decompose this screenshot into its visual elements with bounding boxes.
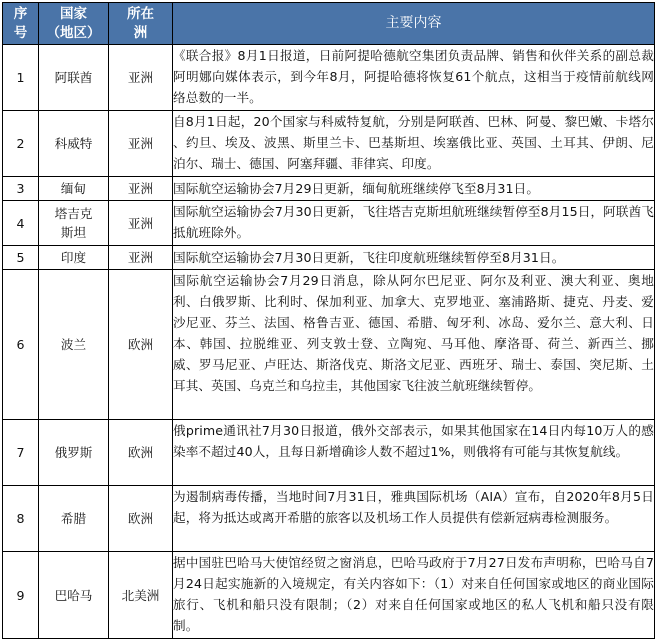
row-index: 8 <box>3 486 39 552</box>
table-row <box>3 270 655 420</box>
row-continent: 亚洲 <box>109 246 173 270</box>
row-country-line2: 斯坦 <box>60 225 87 240</box>
row-content: 国际航空运输协会7月30日更新，飞往塔吉克斯坦航班继续暂停至8月15日，阿联酋飞抵航班除外。 <box>173 201 655 246</box>
row-country: 印度 <box>39 246 109 270</box>
row-content: 国际航空运输协会7月29日更新，缅甸航班继续停飞至8月31日。 <box>173 177 655 201</box>
row-country-line1: 塔吉克 <box>54 206 93 221</box>
row-index: 1 <box>3 45 39 111</box>
table-row <box>3 201 655 246</box>
row-country: 科威特 <box>39 111 109 177</box>
row-country: 巴哈马 <box>39 552 109 639</box>
table-row <box>3 45 655 111</box>
table-row <box>3 246 655 270</box>
flight-status-table <box>2 2 655 639</box>
row-index: 7 <box>3 420 39 486</box>
row-index: 9 <box>3 552 39 639</box>
row-continent: 亚洲 <box>109 177 173 201</box>
header-index-line2: 号 <box>13 24 28 41</box>
header-row <box>3 3 655 45</box>
header-index <box>3 3 39 45</box>
row-content: 据中国驻巴哈马大使馆经贸之窗消息，巴哈马政府于7月27日发布声明称，巴哈马自7月24日起实施新的入境规定，有关内容如下：（1）对来自任何国家或地区的商业国际旅行、飞机和船只没有限制；（2）对来自任何国家或地区的私人飞机和船只没有限制。 <box>173 552 655 639</box>
row-content: 自8月1日起，20个国家与科威特复航，分别是阿联酋、巴林、阿曼、黎巴嫩、卡塔尔 、约旦、埃及、波黑、斯里兰卡、巴基斯坦、埃塞俄比亚、英国、土耳其、伊朗、尼泊尔、瑞士、德国、阿塞拜疆、菲律宾、印度。 <box>173 111 655 177</box>
row-index: 5 <box>3 246 39 270</box>
table-row <box>3 486 655 552</box>
row-continent: 欧洲 <box>109 420 173 486</box>
row-continent: 北美洲 <box>109 552 173 639</box>
row-index: 2 <box>3 111 39 177</box>
header-continent-line2: 洲 <box>133 24 148 41</box>
row-country: 俄罗斯 <box>39 420 109 486</box>
row-index: 4 <box>3 201 39 246</box>
row-content: 为遏制病毒传播，当地时间7月31日，雅典国际机场（AIA）宣布，自2020年8月5日起，将为抵达或离开希腊的旅客以及机场工作人员提供有偿新冠病毒检测服务。 <box>173 486 655 552</box>
row-continent: 欧洲 <box>109 270 173 420</box>
table-row <box>3 111 655 177</box>
row-content: 《联合报》8月1日报道，日前阿提哈德航空集团负责品牌、销售和伙伴关系的副总裁阿明娜向媒体表示，到今年8月，阿提哈德将恢复61个航点，这相当于疫情前航线网络总数的一半。 <box>173 45 655 111</box>
row-country: 希腊 <box>39 486 109 552</box>
row-continent: 欧洲 <box>109 486 173 552</box>
row-country: 缅甸 <box>39 177 109 201</box>
row-continent: 亚洲 <box>109 201 173 246</box>
table-row <box>3 420 655 486</box>
table-row <box>3 177 655 201</box>
row-content: 国际航空运输协会7月29日消息，除从阿尔巴尼亚、阿尔及利亚、澳大利亚、奥地利、白俄罗斯、比利时、保加利亚、加拿大、克罗地亚、塞浦路斯、捷克、丹麦、爱沙尼亚、芬兰、法国、格鲁吉亚、德国、希腊、匈牙利、冰岛、爱尔兰、意大利、日本、韩国、拉脱维亚、列支敦士登、立陶宛、马耳他、摩洛哥、荷兰、新西兰、挪威、罗马尼亚、卢旺达、斯洛伐克、斯洛文尼亚、西班牙、瑞士、泰国、突尼斯、土耳其、英国、乌克兰和乌拉圭，其他国家飞往波兰航班继续暂停。 <box>173 270 655 420</box>
row-continent: 亚洲 <box>109 45 173 111</box>
header-country-line2: （地区） <box>46 24 101 41</box>
row-index: 6 <box>3 270 39 420</box>
row-country <box>39 201 109 246</box>
header-content: 主要内容 <box>173 3 655 45</box>
row-content: 俄prime通讯社7月30日报道，俄外交部表示，如果其他国家在14日内每10万人的感染率不超过40人，且每日新增确诊人数不超过1%，则俄将有可能与其恢复航线。 <box>173 420 655 486</box>
row-country: 波兰 <box>39 270 109 420</box>
row-country: 阿联酋 <box>39 45 109 111</box>
row-continent: 亚洲 <box>109 111 173 177</box>
header-country <box>39 3 109 45</box>
header-index-line1: 序 <box>13 5 28 22</box>
row-content: 国际航空运输协会7月30日更新，飞往印度航班继续暂停至8月31日。 <box>173 246 655 270</box>
header-continent-line1: 所在 <box>127 5 154 22</box>
table-row <box>3 552 655 639</box>
header-continent <box>109 3 173 45</box>
header-country-line1: 国家 <box>60 5 87 22</box>
row-index: 3 <box>3 177 39 201</box>
